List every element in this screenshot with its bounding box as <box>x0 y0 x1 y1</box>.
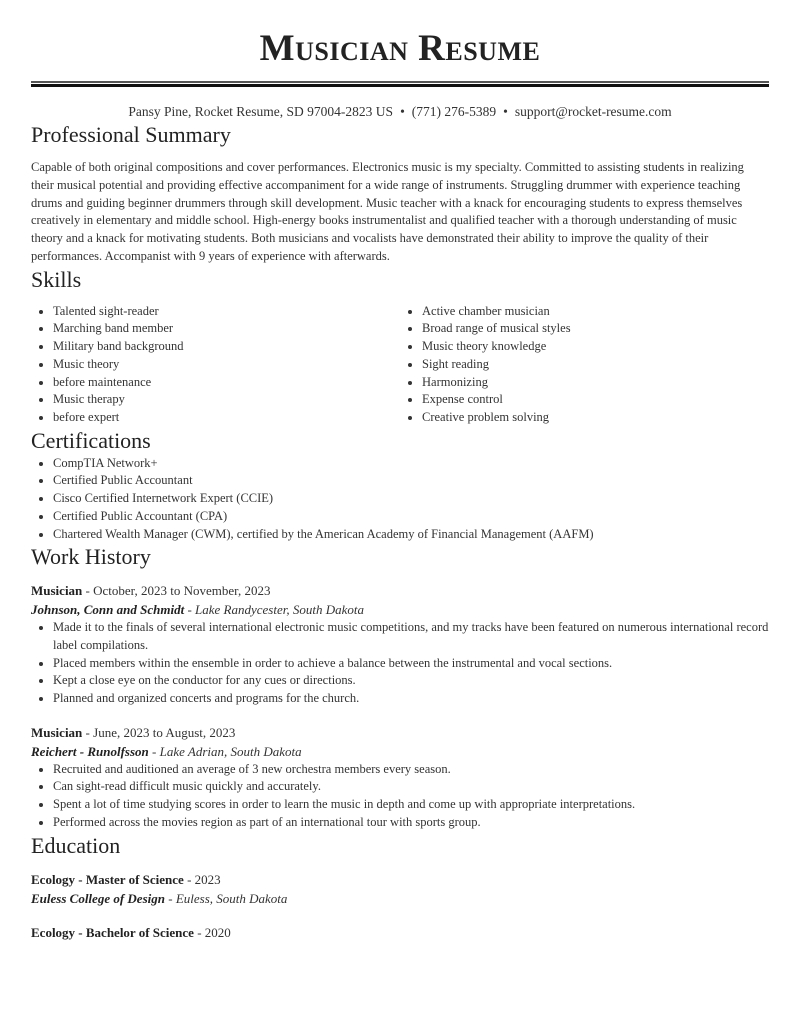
company-name: Johnson, Conn and Schmidt <box>31 602 185 618</box>
dash: - <box>187 871 192 887</box>
job-bullet: • Can sight-read difficult music quickly and accurately. <box>53 778 769 796</box>
job-title: Musician <box>31 583 83 599</box>
skills-columns <box>31 303 769 427</box>
dash: - <box>168 890 173 906</box>
skill-item: • Active chamber musician <box>422 303 769 321</box>
job-bullet: • Placed members within the ensemble in order to achieve a balance between the instrumental and vocal sections. <box>53 655 769 673</box>
skill-item: • Harmonizing <box>422 374 769 392</box>
certification-item: • Certified Public Accountant <box>53 472 769 490</box>
resume-title: Musician Resume <box>259 28 541 69</box>
title-double-rule <box>31 81 769 87</box>
graduation-year: 2023 <box>194 871 221 887</box>
summary-text: Capable of both original compositions and cover performances. Electronics music is my specialty. Committed to assisting students in realizing their musical potential and providing effective accompaniment for a wide range of instruments. Struggling drummer with experience teaching drums and guiding beginner drummers through skill development. Music teacher with a knack for encouraging students to express themselves creatively in elementary and middle school. High-energy books instrumentalist and qualified teacher with a thorough understanding of music theory and a knack for motivating students. Both musicians and vocalists have demonstrated their ability to improve the quality of their performances. Accompanist with 9 years of experience with afterwards. <box>31 160 744 263</box>
job-bullet: • Recruited and auditioned an average of 3 new orchestra members every season. <box>53 761 769 779</box>
section-heading-work-history: Work History <box>31 544 151 570</box>
section-heading-summary: Professional Summary <box>31 122 231 147</box>
dash: - <box>85 583 90 599</box>
school-line <box>31 889 769 908</box>
job-entry <box>31 723 769 832</box>
skill-item: • Music theory <box>53 356 400 374</box>
degree: Ecology - Bachelor of Science <box>31 924 194 940</box>
job-dates: October, 2023 to November, 2023 <box>93 583 271 599</box>
job-bullet: • Performed across the movies region as part of an international tour with sports group. <box>53 814 769 832</box>
skills-list-right <box>400 303 769 427</box>
skill-item: • Marching band member <box>53 320 400 338</box>
section-heading-education: Education <box>31 832 121 858</box>
school-name: Euless College of Design <box>31 890 165 906</box>
contact-line <box>31 103 769 121</box>
certification-item: • CompTIA Network+ <box>53 455 769 473</box>
job-bullet: • Kept a close eye on the conductor for any cues or directions. <box>53 672 769 690</box>
job-entry <box>31 581 769 708</box>
skill-item: • Broad range of musical styles <box>422 320 769 338</box>
job-bullet: • Made it to the finals of several international electronic music competitions, and my tracks have been featured on numerous international record label compilations. <box>53 619 769 654</box>
dash: - <box>85 724 90 740</box>
skill-item: • before maintenance <box>53 374 400 392</box>
company-location: Lake Randycester, South Dakota <box>195 602 364 618</box>
skill-item: • Creative problem solving <box>422 409 769 427</box>
company-line <box>31 600 769 619</box>
bullet-separator: • <box>400 104 405 119</box>
section-heading-skills: Skills <box>31 266 82 292</box>
skill-item: • Military band background <box>53 338 400 356</box>
job-title-line <box>31 723 769 742</box>
bullet-separator: • <box>503 104 508 119</box>
job-title-line <box>31 581 769 600</box>
dash: - <box>187 602 192 618</box>
education-entry <box>31 870 769 908</box>
degree: Ecology - Master of Science <box>31 871 184 887</box>
skill-item: • Sight reading <box>422 356 769 374</box>
contact-phone: (771) 276-5389 <box>411 104 497 119</box>
certification-item: • Chartered Wealth Manager (CWM), certified by the American Academy of Financial Management (AAFM) <box>53 526 769 544</box>
degree-line <box>31 870 769 889</box>
school-location: Euless, South Dakota <box>175 890 288 906</box>
contact-address: Pansy Pine, Rocket Resume, SD 97004-2823 US <box>128 104 394 119</box>
skill-item: • Music therapy <box>53 391 400 409</box>
job-bullets <box>31 619 769 708</box>
job-bullet: • Spent a lot of time studying scores in order to learn the music in depth and come up with appropriate interpretations. <box>53 796 769 814</box>
job-title: Musician <box>31 724 83 740</box>
degree-line <box>31 923 769 942</box>
education-entry <box>31 923 769 942</box>
certification-item: • Certified Public Accountant (CPA) <box>53 508 769 526</box>
graduation-year: 2020 <box>204 924 231 940</box>
skill-item: • before expert <box>53 409 400 427</box>
dash: - <box>197 924 202 940</box>
contact-email: support@rocket-resume.com <box>514 104 672 119</box>
skill-item: • Expense control <box>422 391 769 409</box>
skill-item: • Talented sight-reader <box>53 303 400 321</box>
skills-list-left <box>31 303 400 427</box>
dash: - <box>152 743 157 759</box>
company-line <box>31 742 769 761</box>
certification-item: • Cisco Certified Internetwork Expert (CCIE) <box>53 490 769 508</box>
job-dates: June, 2023 to August, 2023 <box>93 724 236 740</box>
job-bullet: • Planned and organized concerts and programs for the church. <box>53 690 769 708</box>
certifications-list <box>31 455 769 544</box>
section-heading-certifications: Certifications <box>31 427 151 453</box>
job-bullets <box>31 761 769 832</box>
company-name: Reichert - Runolfsson <box>31 743 149 759</box>
skill-item: • Music theory knowledge <box>422 338 769 356</box>
company-location: Lake Adrian, South Dakota <box>159 743 302 759</box>
